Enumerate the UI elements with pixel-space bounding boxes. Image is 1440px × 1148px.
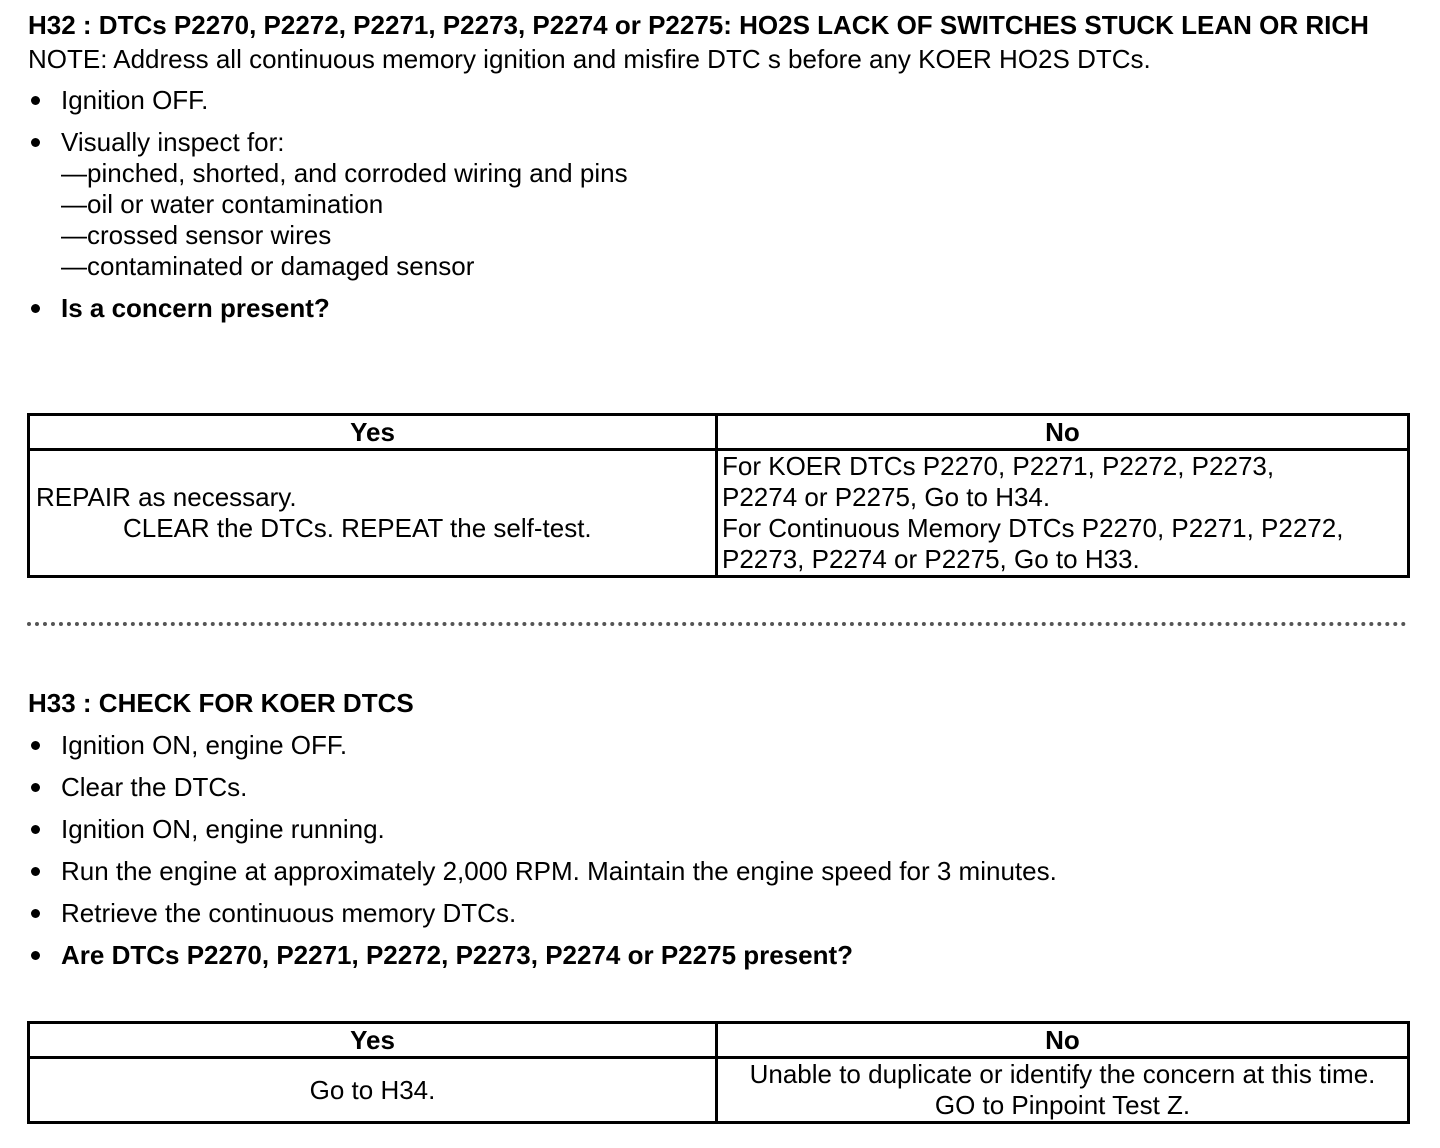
no-header: No — [717, 1023, 1409, 1058]
section-h33 — [28, 688, 1408, 971]
no-line: Unable to duplicate or identify the concern at this time. — [749, 1059, 1376, 1089]
section-h32 — [28, 10, 1408, 324]
inspect-item: —contaminated or damaged sensor — [61, 251, 475, 281]
note: NOTE: Address all continuous memory ignition and misfire DTC s before any KOER HO2S DTCs. — [28, 44, 1151, 74]
inspect-item: —crossed sensor wires — [61, 220, 332, 250]
step-item: Ignition ON, engine running. — [28, 814, 1408, 845]
inspect-item: —oil or water contamination — [61, 189, 384, 219]
step-list — [28, 730, 1408, 971]
no-line: For Continuous Memory DTCs P2270, P2271, P2272, — [722, 513, 1344, 543]
step-item: Clear the DTCs. — [28, 772, 1408, 803]
section-title: H33 : CHECK FOR KOER DTCS — [28, 688, 414, 718]
step-ignition-off: Ignition OFF. — [28, 85, 1408, 116]
no-header: No — [717, 415, 1409, 450]
decision-table-h32 — [27, 413, 1410, 578]
step-item: Ignition ON, engine OFF. — [28, 730, 1408, 761]
yes-header: Yes — [29, 1023, 717, 1058]
step-visual-inspect — [28, 127, 1408, 282]
yes-cell — [29, 450, 717, 577]
yes-line: CLEAR the DTCs. REPEAT the self-test. — [123, 513, 592, 543]
section-divider — [27, 622, 1407, 626]
yes-line: REPAIR as necessary. — [36, 482, 297, 512]
no-cell — [717, 450, 1409, 577]
no-cell — [717, 1058, 1409, 1123]
inspect-item: —pinched, shorted, and corroded wiring and pins — [61, 158, 628, 188]
step-list — [28, 85, 1408, 324]
yes-cell: Go to H34. — [29, 1058, 717, 1123]
step-item: Retrieve the continuous memory DTCs. — [28, 898, 1408, 929]
question: Is a concern present? — [28, 293, 1408, 324]
no-line: GO to Pinpoint Test Z. — [934, 1090, 1191, 1120]
inspect-heading: Visually inspect for: — [61, 127, 285, 157]
yes-header: Yes — [29, 415, 717, 450]
page-title: H32 : DTCs P2270, P2272, P2271, P2273, P2274 or P2275: HO2S LACK OF SWITCHES STUCK LEAN OR RICH — [28, 10, 1369, 40]
no-line: P2274 or P2275, Go to H34. — [722, 482, 1051, 512]
decision-table-h33 — [27, 1021, 1410, 1124]
no-line: For KOER DTCs P2270, P2271, P2272, P2273, — [722, 451, 1275, 481]
no-line: P2273, P2274 or P2275, Go to H33. — [722, 544, 1140, 574]
step-item: Run the engine at approximately 2,000 RPM. Maintain the engine speed for 3 minutes. — [28, 856, 1408, 887]
question: Are DTCs P2270, P2271, P2272, P2273, P2274 or P2275 present? — [28, 940, 1408, 971]
